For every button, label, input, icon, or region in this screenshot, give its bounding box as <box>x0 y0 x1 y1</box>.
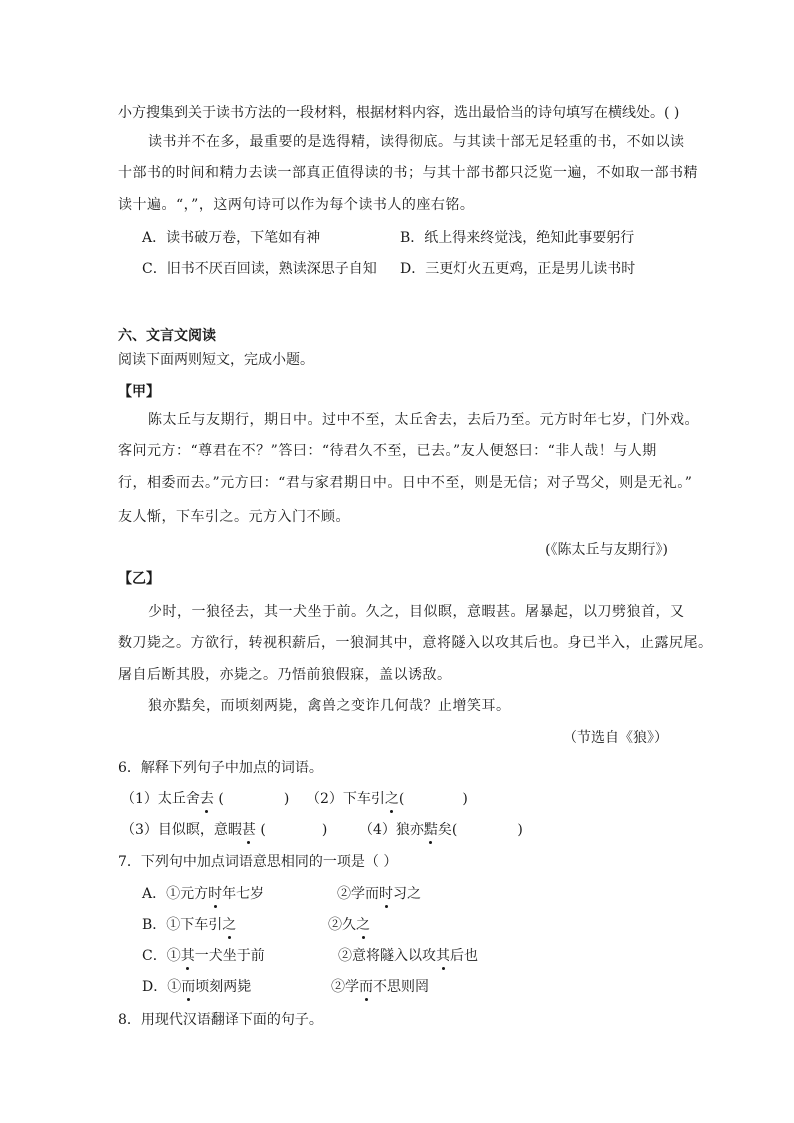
emphasis-dot: 时 <box>379 886 393 902</box>
emphasis-dot: 去 <box>199 791 214 807</box>
q7-option-a-second <box>337 885 421 903</box>
emphasis-dot: 其 <box>180 948 195 964</box>
q7-option-d-first <box>142 978 251 996</box>
text-segment: ②学 <box>331 979 359 995</box>
material-line-1: 读书并不在多，最重要的是选得精，读得彻底。与其读十部无足轻重的书，不如以读 <box>148 134 685 150</box>
section-instruction: 阅读下面两则短文，完成小题。 <box>118 352 314 368</box>
q8-title: 8．用现代汉语翻译下面的句子。 <box>118 1012 323 1028</box>
section-heading: 六、文言文阅读 <box>118 328 216 344</box>
jia-line-3: 行，相委而去。”元方曰：“君与家君期日中。日中不至，则是无信；对子骂父，则是无礼。” <box>118 475 693 491</box>
emphasis-dot: 之 <box>222 917 237 933</box>
text-segment: 习之 <box>393 886 421 902</box>
text-segment: （3）目似瞑，意暇 <box>121 822 242 838</box>
text-segment: （2）下车引 <box>306 791 385 807</box>
emphasis-dot: 其 <box>436 948 450 964</box>
text-segment: 矣( <box>437 822 458 838</box>
text-segment: C．① <box>142 948 181 964</box>
text-segment: ( <box>213 791 224 807</box>
q6-item-2 <box>306 790 468 808</box>
text-segment: D．① <box>142 979 182 995</box>
text-segment: ②久 <box>328 917 356 933</box>
text-segment: A．①元方 <box>142 886 209 902</box>
passage-jia-label: 【甲】 <box>118 384 160 400</box>
option-b: B．纸上得来终觉浅，绝知此事要躬行 <box>400 230 635 246</box>
jia-line-1: 陈太丘与友期行，期日中。过中不至，太丘舍去，去后乃至。元方时年七岁，门外戏。 <box>148 412 699 428</box>
q7-option-d-second <box>331 978 429 996</box>
emphasis-dot: 之 <box>384 791 399 807</box>
q7-title: 7．下列句中加点词语意思相同的一项是（ ） <box>118 854 398 870</box>
q7-option-c-second <box>338 947 478 965</box>
yi-line-2: 数刀毙之。方欲行，转视积薪后，一狼洞其中，意将隧入以攻其后也。身已半入，止露尻尾。 <box>118 635 713 651</box>
q7-option-a-first <box>142 885 264 903</box>
text-segment: ) <box>462 791 468 807</box>
jia-line-4: 友人惭，下车引之。元方入门不顾。 <box>118 509 350 525</box>
text-segment: B．①下车引 <box>142 917 223 933</box>
emphasis-dot: 而 <box>181 979 196 995</box>
emphasis-dot: 时 <box>208 886 223 902</box>
emphasis-dot: 黠 <box>423 822 438 838</box>
text-segment: 顷刻两毙 <box>195 979 252 995</box>
option-d: D．三更灯火五更鸡，正是男儿读书时 <box>400 261 636 277</box>
q7-option-b-second <box>328 916 370 934</box>
emphasis-dot: 而 <box>359 979 373 995</box>
jia-source: (《陈太丘与友期行》) <box>545 542 668 558</box>
option-c: C．旧书不厌百回读，熟读深思子自知 <box>142 261 377 277</box>
yi-line-4: 狼亦黠矣，而顷刻两毙，禽兽之变诈几何哉？止增笑耳。 <box>148 698 511 714</box>
passage-yi-label: 【乙】 <box>118 571 160 587</box>
jia-line-2: 客问元方：“尊君在不？”答曰：“待君久不至，已去。”友人便怒曰：“非人哉！与人期 <box>118 443 657 459</box>
text-segment: 不思则罔 <box>373 979 429 995</box>
q6-item-3 <box>121 821 327 839</box>
text-segment: 年七岁 <box>222 886 265 902</box>
text-segment: ( <box>255 822 266 838</box>
yi-line-3: 屠自后断其股，亦毙之。乃悟前狼假寐，盖以诱敌。 <box>118 667 452 683</box>
yi-line-1: 少时，一狼径去，其一犬坐于前。久之，目似瞑，意暇甚。屠暴起，以刀劈狼首，又 <box>148 604 685 620</box>
text-segment: ②学而 <box>337 886 379 902</box>
text-segment: ( <box>398 791 405 807</box>
text-segment: ) <box>283 791 290 807</box>
q7-option-b-first <box>142 916 236 934</box>
material-line-2: 十部书的时间和精力去读一部真正值得读的书；与其十部书都只泛览一遍，不如取一部书精 <box>118 165 698 181</box>
text-segment: （1）太丘舍 <box>121 791 200 807</box>
material-line-3: 读十遍。“，”，这两句诗可以作为每个读书人的座右铭。 <box>118 197 475 213</box>
text-segment: 一犬坐于前 <box>194 948 265 964</box>
emphasis-dot: 之 <box>356 917 370 933</box>
q6-title: 6．解释下列句子中加点的词语。 <box>118 760 323 776</box>
q6-item-1 <box>121 790 289 808</box>
option-a: A．读书破万卷，下笔如有神 <box>142 230 321 246</box>
text-segment: ②意将隧入以攻 <box>338 948 436 964</box>
q7-option-c-first <box>142 947 265 965</box>
text-segment: ) <box>321 822 328 838</box>
text-segment: 后也 <box>450 948 478 964</box>
q6-item-4 <box>359 821 523 839</box>
text-segment: ) <box>517 822 523 838</box>
yi-source: （节选自《狼》） <box>563 730 668 746</box>
text-segment: （4）狼亦 <box>359 822 424 838</box>
emphasis-dot: 甚 <box>241 822 256 838</box>
question-text: 小方搜集到关于读书方法的一段材料，根据材料内容，选出最恰当的诗句填写在横线处。( ) <box>118 105 680 121</box>
